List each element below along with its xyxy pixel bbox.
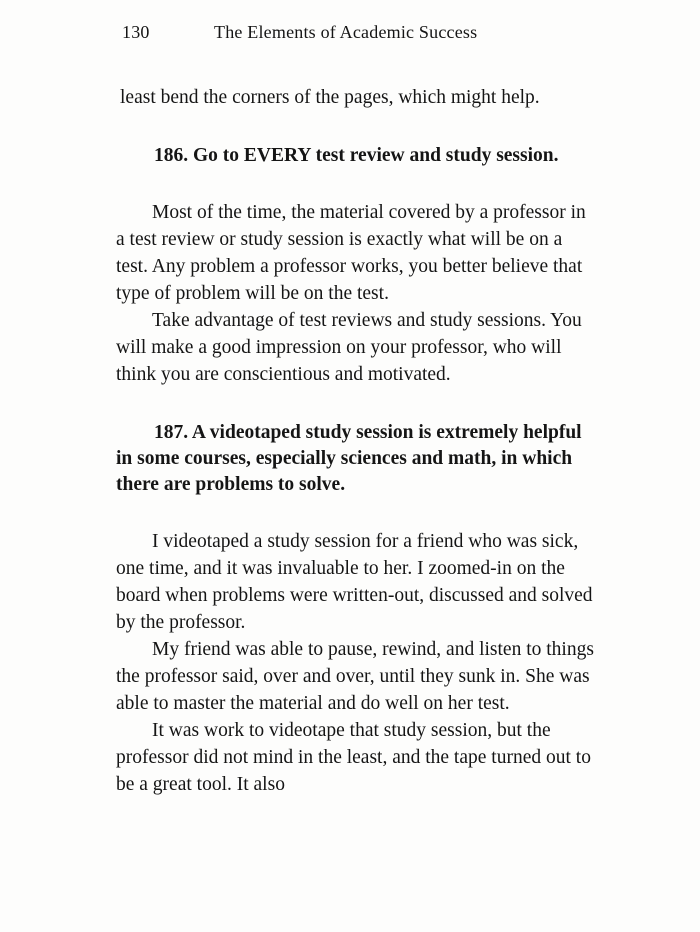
body-paragraph: My friend was able to pause, rewind, and listen to things the professor said, over and over, until they sunk in. She was able to master the material and do well on her test.	[116, 639, 594, 714]
body-paragraph: Take advantage of test reviews and study sessions. You will make a good impression on your professor, who will think you are conscientious and motivated.	[116, 310, 582, 385]
spacer	[116, 388, 594, 420]
spacer	[116, 169, 594, 199]
body-paragraph: Most of the time, the material covered by a professor in a test review or study session is exactly what will be on a test. Any problem a professor works, you better believe that type of problem will be on the test.	[116, 202, 586, 304]
page-body	[116, 82, 594, 798]
body-paragraph: I videotaped a study session for a friend who was sick, one time, and it was invaluable to her. I zoomed-in on the board when problems were written-out, discussed and solved by the professor.	[116, 531, 593, 633]
body-paragraph: It was work to videotape that study session, but the professor did not mind in the least, and the tape turned out to be a great tool. It also	[116, 720, 591, 795]
spacer	[116, 111, 594, 143]
section-heading-186: 186. Go to EVERY test review and study session.	[154, 145, 559, 166]
page-number: 130	[122, 22, 150, 42]
spacer	[116, 498, 594, 528]
section-heading-187: 187. A videotaped study session is extremely helpful in some courses, especially sciences and math, in which there are problems to solve.	[116, 422, 582, 495]
continued-paragraph: least bend the corners of the pages, which might help.	[120, 87, 540, 108]
running-head: The Elements of Academic Success	[214, 22, 478, 42]
